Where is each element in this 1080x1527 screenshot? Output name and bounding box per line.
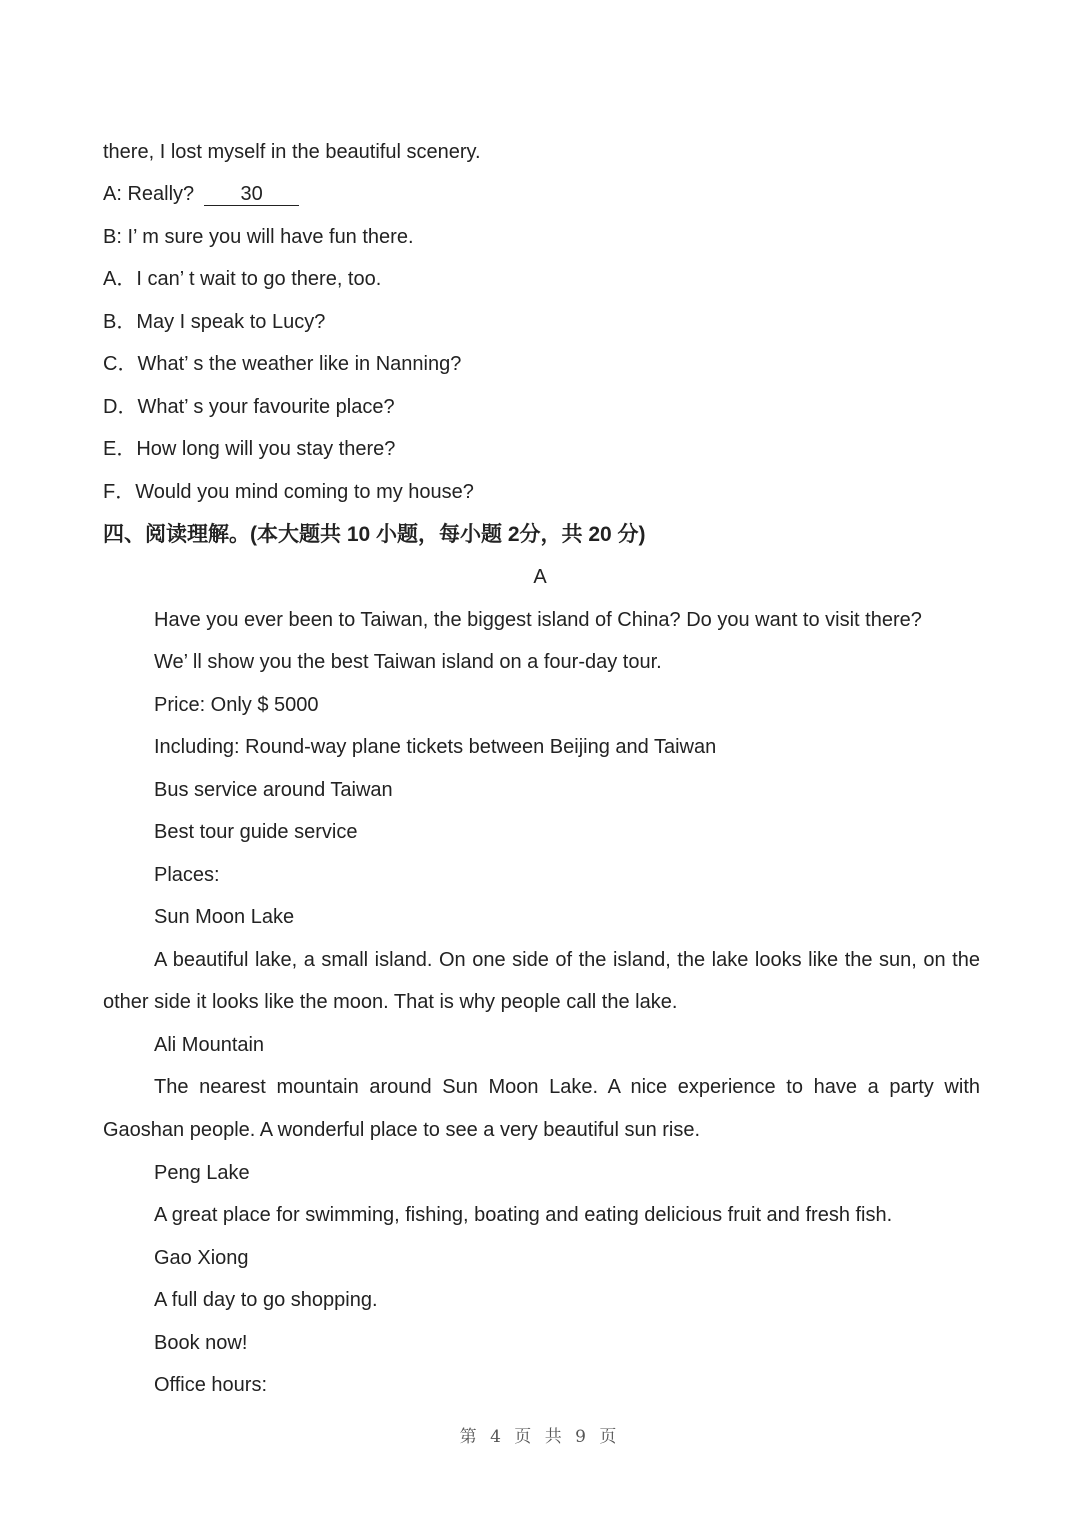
page-footer: 第 4 页 共 9 页 [459, 1427, 621, 1447]
passage-intro-1: Have you ever been to Taiwan, the biggest island of China? Do you want to visit there? [154, 609, 922, 631]
sun-moon-desc-2: other side it looks like the moon. That is why people call the lake. [103, 991, 678, 1013]
dialogue-line-really [103, 180, 980, 208]
dialogue-really-text: A: Really? [103, 183, 195, 205]
answer-blank-30: 30 [204, 183, 299, 206]
section-heading: 四、阅读理解。(本大题共 10 小题，每小题 2分，共 20 分) [103, 523, 646, 546]
option-c: C．What’ s the weather like in Nanning? [103, 353, 462, 375]
option-a: A．I can’ t wait to go there, too. [103, 268, 382, 290]
book-now: Book now! [154, 1332, 248, 1354]
passage-intro-2: We’ ll show you the best Taiwan island on a four-day tour. [154, 651, 662, 673]
place-title-gao: Gao Xiong [154, 1247, 249, 1269]
passage-including: Including: Round-way plane tickets between Beijing and Taiwan [154, 736, 717, 758]
dialogue-line-scenery: there, I lost myself in the beautiful scenery. [103, 141, 481, 163]
place-title-sun-moon: Sun Moon Lake [154, 906, 295, 928]
passage-guide: Best tour guide service [154, 821, 358, 843]
office-hours: Office hours: [154, 1374, 268, 1396]
place-title-ali: Ali Mountain [154, 1034, 265, 1056]
option-b: B．May I speak to Lucy? [103, 311, 326, 333]
option-e: E．How long will you stay there? [103, 438, 396, 460]
place-title-peng: Peng Lake [154, 1162, 250, 1184]
gao-desc: A full day to go shopping. [154, 1289, 378, 1311]
ali-desc-1: The nearest mountain around Sun Moon Lake. A nice experience to have a party with [154, 1076, 980, 1098]
option-d: D．What’ s your favourite place? [103, 396, 395, 418]
dialogue-line-sure: B: I’ m sure you will have fun there. [103, 226, 414, 248]
passage-bus: Bus service around Taiwan [154, 779, 393, 801]
passage-places: Places: [154, 864, 220, 886]
peng-desc: A great place for swimming, fishing, boating and eating delicious fruit and fresh fish. [154, 1204, 893, 1226]
passage-label: A [533, 566, 547, 588]
passage-price: Price: Only $ 5000 [154, 694, 319, 716]
sun-moon-desc-1: A beautiful lake, a small island. On one side of the island, the lake looks like the sun, on the [154, 949, 980, 971]
option-f: F．Would you mind coming to my house? [103, 481, 474, 503]
ali-desc-2: Gaoshan people. A wonderful place to see a very beautiful sun rise. [103, 1119, 701, 1141]
